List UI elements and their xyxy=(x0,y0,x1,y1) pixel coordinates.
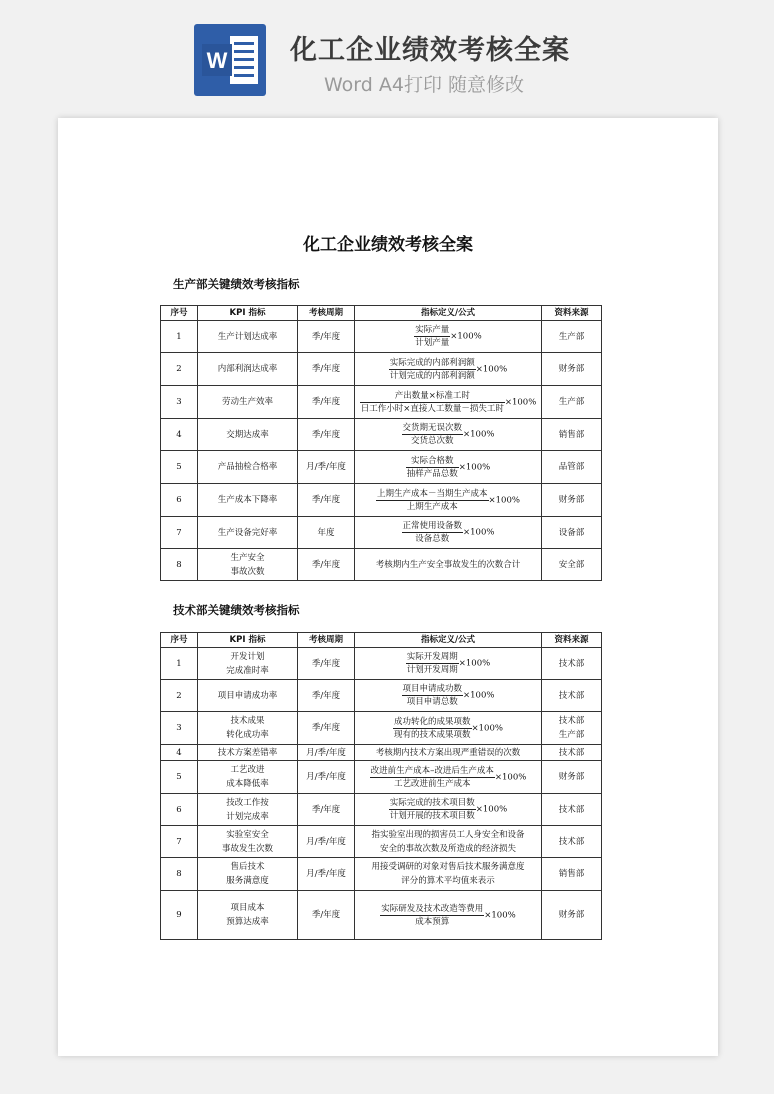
data-source-line: 技术部 xyxy=(558,804,585,815)
row-number: 7 xyxy=(161,826,198,858)
kpi-name-line: 生产设备完好率 xyxy=(217,527,278,538)
formula-numerator: 改进前生产成本–改进后生产成本 xyxy=(370,765,494,776)
kpi-formula xyxy=(355,419,542,451)
kpi-name-line: 工艺改进 xyxy=(230,765,265,775)
review-cycle: 季/年度 xyxy=(298,794,355,826)
formula-multiplier: ×100% xyxy=(458,658,491,669)
table-row xyxy=(161,353,602,386)
kpi-name-line: 生产安全 xyxy=(230,552,265,563)
formula-multiplier: ×100% xyxy=(463,429,495,440)
formula-numerator: 成功转化的成果项数 xyxy=(394,716,471,727)
header-no: 序号 xyxy=(161,633,198,648)
kpi-name-line: 完成准时率 xyxy=(226,665,269,676)
row-number: 9 xyxy=(161,891,198,940)
data-source xyxy=(542,794,602,826)
formula-denominator: 计划产量 xyxy=(415,338,450,348)
kpi-name-line: 售后技术 xyxy=(230,862,265,872)
formula-text: 安全的事故次数及所造成的经济损失 xyxy=(379,843,516,854)
data-source xyxy=(542,353,602,386)
kpi-name-line: 计划完成率 xyxy=(226,811,269,822)
formula-fraction xyxy=(389,357,476,382)
row-number: 6 xyxy=(161,794,198,826)
formula-fraction xyxy=(370,765,495,790)
formula-text: 考核期内生产安全事故发生的次数合计 xyxy=(375,559,521,570)
kpi-formula xyxy=(355,484,542,517)
formula-denominator: 工艺改进前生产成本 xyxy=(394,778,471,789)
data-source-line: 生产部 xyxy=(558,730,585,740)
kpi-name xyxy=(198,680,298,712)
formula-numerator: 交货期无误次数 xyxy=(402,423,463,433)
row-number: 6 xyxy=(161,484,198,517)
data-source xyxy=(542,419,602,451)
header-no: 序号 xyxy=(161,306,198,321)
kpi-name-line: 事故次数 xyxy=(230,566,265,577)
row-number: 1 xyxy=(161,321,198,353)
header-source: 资料来源 xyxy=(542,306,602,321)
formula-denominator: 现有的技术成果项数 xyxy=(394,729,471,740)
table-row xyxy=(161,745,602,761)
word-icon-letter: W xyxy=(206,48,228,73)
kpi-name-line: 实验室安全 xyxy=(226,829,269,840)
data-source-line: 品管部 xyxy=(558,462,585,472)
data-source xyxy=(542,680,602,712)
formula-numerator: 正常使用设备数 xyxy=(402,521,463,531)
data-source-line: 设备部 xyxy=(558,527,585,538)
kpi-formula xyxy=(355,745,542,761)
word-document-icon xyxy=(194,24,266,96)
review-cycle: 季/年度 xyxy=(298,648,355,680)
kpi-name xyxy=(198,484,298,517)
row-number: 3 xyxy=(161,712,198,745)
table-row xyxy=(161,484,602,517)
data-source-line: 技术部 xyxy=(558,716,585,726)
formula-fraction xyxy=(389,797,476,822)
header-cycle: 考核周期 xyxy=(298,306,355,321)
data-source-line: 销售部 xyxy=(558,869,585,879)
data-source xyxy=(542,858,602,891)
kpi-formula xyxy=(355,826,542,858)
formula-numerator: 实际完成的内部利润额 xyxy=(389,357,475,368)
kpi-name-line: 项目申请成功率 xyxy=(217,690,278,701)
technical-kpi-table xyxy=(160,632,602,940)
formula-numerator: 上期生产成本－当期生产成本 xyxy=(377,488,488,499)
kpi-name-line: 交期达成率 xyxy=(226,429,269,440)
kpi-formula xyxy=(355,451,542,484)
table-row xyxy=(161,794,602,826)
formula-denominator: 计划开展的技术项目数 xyxy=(389,811,475,821)
data-source-line: 财务部 xyxy=(558,495,585,505)
kpi-formula xyxy=(355,386,542,419)
row-number: 8 xyxy=(161,549,198,581)
review-cycle: 季/年度 xyxy=(298,712,355,745)
kpi-name xyxy=(198,891,298,940)
formula-numerator: 实际完成的技术项目数 xyxy=(389,798,475,808)
table-row xyxy=(161,761,602,794)
formula-fraction xyxy=(360,390,505,415)
formula-numerator: 项目申请成功数 xyxy=(402,684,463,694)
kpi-name xyxy=(198,745,298,761)
review-cycle: 月/季/年度 xyxy=(298,826,355,858)
row-number: 4 xyxy=(161,745,198,761)
review-cycle: 季/年度 xyxy=(298,353,355,386)
header-formula: 指标定义/公式 xyxy=(355,633,542,648)
data-source xyxy=(542,549,602,581)
data-source xyxy=(542,517,602,549)
kpi-name-line: 生产成本下降率 xyxy=(217,495,278,505)
formula-multiplier: ×100% xyxy=(484,910,516,920)
formula-fraction xyxy=(406,651,459,676)
formula-denominator: 项目申请总数 xyxy=(406,697,458,707)
table-row xyxy=(161,549,602,581)
kpi-formula xyxy=(355,321,542,353)
header-kpi: KPI 指标 xyxy=(198,633,298,648)
formula-fraction xyxy=(380,903,484,928)
formula-fraction xyxy=(402,422,464,447)
formula-multiplier: ×100% xyxy=(463,690,495,701)
kpi-name xyxy=(198,517,298,549)
formula-multiplier: ×100% xyxy=(488,495,520,505)
formula-denominator: 计划完成的内部利润额 xyxy=(389,370,475,381)
data-source-line: 生产部 xyxy=(558,397,585,407)
table-row xyxy=(161,680,602,712)
formula-fraction xyxy=(414,324,450,349)
formula-multiplier: ×100% xyxy=(475,364,508,374)
kpi-name-line: 服务满意度 xyxy=(226,876,269,886)
header-cycle: 考核周期 xyxy=(298,633,355,648)
document-title: 化工企业绩效考核全案 xyxy=(303,235,473,255)
formula-numerator: 实际合格数 xyxy=(406,455,459,468)
kpi-name xyxy=(198,826,298,858)
formula-numerator: 实际产量 xyxy=(415,325,450,335)
data-source-line: 财务部 xyxy=(558,364,585,374)
kpi-name xyxy=(198,712,298,745)
row-number: 8 xyxy=(161,858,198,891)
formula-denominator: 日工作小时×直接人工数量－损失工时 xyxy=(360,403,504,414)
kpi-name-line: 成本降低率 xyxy=(226,779,269,789)
formula-text: 指实验室出现的损害员工人身安全和设备 xyxy=(371,829,525,840)
kpi-formula xyxy=(355,549,542,581)
formula-numerator: 实际开发周期 xyxy=(406,652,458,662)
review-cycle: 季/年度 xyxy=(298,891,355,940)
formula-text: 考核期内技术方案出现严重错误的次数 xyxy=(375,747,521,758)
kpi-name-line: 技术成果 xyxy=(230,716,265,726)
formula-numerator: 实际研发及技术改造等费用 xyxy=(381,903,484,914)
kpi-formula xyxy=(355,680,542,712)
kpi-name xyxy=(198,648,298,680)
data-source xyxy=(542,761,602,794)
kpi-formula xyxy=(355,712,542,745)
review-cycle: 月/季/年度 xyxy=(298,451,355,484)
kpi-name-line: 事故发生次数 xyxy=(221,843,273,854)
review-cycle: 季/年度 xyxy=(298,680,355,712)
formula-fraction xyxy=(376,488,489,513)
kpi-formula xyxy=(355,761,542,794)
review-cycle: 季/年度 xyxy=(298,386,355,419)
row-number: 1 xyxy=(161,648,198,680)
data-source xyxy=(542,891,602,940)
formula-multiplier: ×100% xyxy=(463,527,495,538)
review-cycle: 月/季/年度 xyxy=(298,858,355,891)
review-cycle: 年度 xyxy=(298,517,355,549)
formula-denominator: 抽样产品总数 xyxy=(406,468,458,479)
data-source xyxy=(542,451,602,484)
production-table-body xyxy=(161,321,602,581)
review-cycle: 季/年度 xyxy=(298,321,355,353)
row-number: 2 xyxy=(161,680,198,712)
table-row xyxy=(161,891,602,940)
data-source-line: 财务部 xyxy=(558,910,585,920)
review-cycle: 季/年度 xyxy=(298,549,355,581)
kpi-name xyxy=(198,386,298,419)
data-source-line: 技术部 xyxy=(558,690,585,701)
header-source: 资料来源 xyxy=(542,633,602,648)
data-source-line: 财务部 xyxy=(558,772,585,782)
table-row xyxy=(161,517,602,549)
document-page xyxy=(58,118,718,1056)
review-cycle: 月/季/年度 xyxy=(298,745,355,761)
section-title-production: 生产部关键绩效考核指标 xyxy=(173,277,300,291)
table-row xyxy=(161,826,602,858)
technical-table-body xyxy=(161,648,602,940)
row-number: 4 xyxy=(161,419,198,451)
banner-title: 化工企业绩效考核全案 xyxy=(290,35,570,66)
kpi-formula xyxy=(355,648,542,680)
table-header-row xyxy=(161,633,602,648)
data-source-line: 技术部 xyxy=(558,658,585,669)
kpi-name-line: 预算达成率 xyxy=(226,917,269,927)
row-number: 7 xyxy=(161,517,198,549)
formula-numerator: 产出数量×标准工时 xyxy=(360,390,505,403)
formula-denominator: 计划开发周期 xyxy=(406,665,458,675)
formula-fraction xyxy=(402,683,464,708)
kpi-name-line: 项目成本 xyxy=(230,903,265,913)
data-source xyxy=(542,321,602,353)
table-row xyxy=(161,712,602,745)
review-cycle: 季/年度 xyxy=(298,419,355,451)
kpi-name-line: 开发计划 xyxy=(230,651,265,662)
formula-denominator: 设备总数 xyxy=(415,534,450,544)
formula-denominator: 成本预算 xyxy=(415,916,450,927)
formula-multiplier: ×100% xyxy=(458,462,491,472)
kpi-name-line: 产品抽检合格率 xyxy=(217,462,278,472)
table-row xyxy=(161,419,602,451)
formula-fraction xyxy=(402,520,464,545)
data-source xyxy=(542,826,602,858)
kpi-name-line: 技术方案差错率 xyxy=(217,747,278,758)
formula-multiplier: ×100% xyxy=(494,772,527,782)
banner-subtitle: Word A4打印 随意修改 xyxy=(324,74,525,96)
data-source xyxy=(542,648,602,680)
formula-multiplier: ×100% xyxy=(450,331,482,342)
row-number: 5 xyxy=(161,761,198,794)
section-title-technical: 技术部关键绩效考核指标 xyxy=(173,603,300,617)
data-source-line: 技术部 xyxy=(558,836,585,847)
formula-denominator: 交货总次数 xyxy=(411,436,454,446)
row-number: 3 xyxy=(161,386,198,419)
kpi-formula xyxy=(355,517,542,549)
kpi-name xyxy=(198,419,298,451)
table-row xyxy=(161,386,602,419)
data-source xyxy=(542,712,602,745)
kpi-name xyxy=(198,794,298,826)
formula-text: 用接受调研的对象对售后技术服务满意度 xyxy=(371,862,525,872)
data-source xyxy=(542,745,602,761)
kpi-name xyxy=(198,858,298,891)
kpi-name xyxy=(198,353,298,386)
data-source-line: 生产部 xyxy=(558,331,585,342)
kpi-name-line: 劳动生产效率 xyxy=(221,397,273,407)
kpi-formula xyxy=(355,794,542,826)
table-row xyxy=(161,321,602,353)
data-source-line: 技术部 xyxy=(558,747,585,758)
banner xyxy=(0,0,774,110)
kpi-name xyxy=(198,549,298,581)
kpi-formula xyxy=(355,891,542,940)
table-row xyxy=(161,648,602,680)
kpi-name xyxy=(198,761,298,794)
kpi-name xyxy=(198,451,298,484)
kpi-name-line: 转化成功率 xyxy=(226,730,269,740)
data-source-line: 安全部 xyxy=(558,559,585,570)
table-row xyxy=(161,858,602,891)
formula-multiplier: ×100% xyxy=(504,397,537,407)
review-cycle: 月/季/年度 xyxy=(298,761,355,794)
formula-multiplier: ×100% xyxy=(475,804,508,815)
table-header-row xyxy=(161,306,602,321)
data-source xyxy=(542,386,602,419)
review-cycle: 季/年度 xyxy=(298,484,355,517)
production-kpi-table xyxy=(160,305,602,581)
table-row xyxy=(161,451,602,484)
kpi-name-line: 技改工作按 xyxy=(226,797,269,808)
row-number: 2 xyxy=(161,353,198,386)
kpi-name xyxy=(198,321,298,353)
row-number: 5 xyxy=(161,451,198,484)
formula-multiplier: ×100% xyxy=(471,723,503,733)
kpi-name-line: 内部利润达成率 xyxy=(217,364,278,374)
kpi-name-line: 生产计划达成率 xyxy=(217,331,278,342)
formula-text: 评分的算术平均值来表示 xyxy=(401,876,495,886)
data-source-line: 销售部 xyxy=(558,429,585,440)
kpi-formula xyxy=(355,353,542,386)
kpi-formula xyxy=(355,858,542,891)
formula-fraction xyxy=(393,716,472,741)
formula-denominator: 上期生产成本 xyxy=(406,501,458,512)
formula-fraction xyxy=(406,455,459,480)
data-source xyxy=(542,484,602,517)
header-formula: 指标定义/公式 xyxy=(355,306,542,321)
header-kpi: KPI 指标 xyxy=(198,306,298,321)
